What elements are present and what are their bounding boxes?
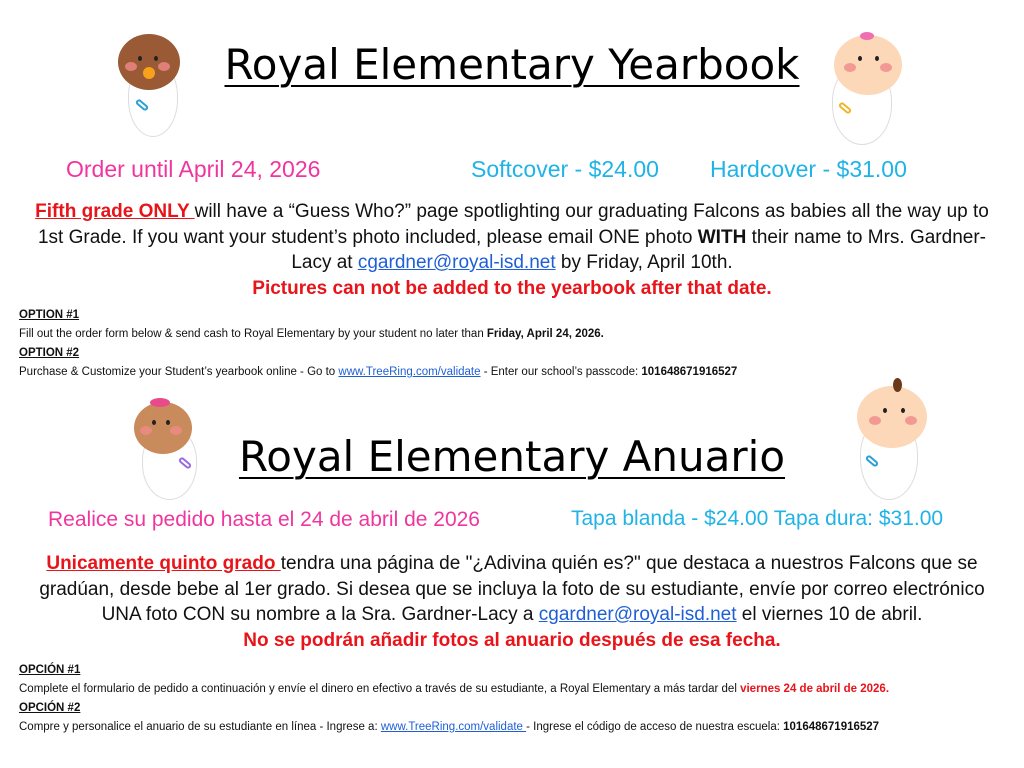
paragraph-text: by Friday, April 10th. [555,252,733,273]
spanish-prices: Tapa blanda - $24.00 Tapa dura: $31.00 [571,507,944,530]
opcion1-text-line [19,680,1019,699]
spanish-order-deadline: Realice su pedido hasta el 24 de abril de 2026 [48,508,480,531]
option1-text: Fill out the order form below & send cash to Royal Elementary by your student no later than [19,328,487,340]
option2-text: Purchase & Customize your Student’s yearbook online - Go to [19,366,339,378]
passcode-es: 101648671916527 [783,721,880,733]
option1-date: Friday, April 24, 2026. [486,328,604,340]
english-title [0,40,1024,89]
softcover-price: Softcover - $24.00 [471,156,659,182]
spanish-options [19,661,1019,737]
option2-heading: OPTION #2 [19,347,80,359]
paragraph-text: will have a “Guess Who?” page spotlighting our graduating Falcons as babies all the way up to 1st Grade. If you want your student’s photo included, please email ONE photo [37,201,989,248]
fifth-grade-only-es: Unicamente quinto grado [46,553,281,574]
paragraph-text: tendra una página de "¿Adivina quién es?" que destaca a nuestros Falcons que se gradúan, desde bebe al 1er grado. Si desea que se incluya la foto de su estudiante, envíe por correo electrónico UNA foto CON su nombre a la Sra. Gardner-Lacy a [39,553,985,625]
option1-text-line [19,325,1019,344]
treering-link-es[interactable]: www.TreeRing.com/validate [380,721,527,733]
paragraph-text: el viernes 10 de abril. [736,604,923,625]
fifth-grade-only: Fifth grade ONLY [35,201,195,222]
spanish-title [0,432,1024,481]
opcion2-text-line [19,718,1019,737]
opcion1-heading: OPCIÓN #1 [19,664,81,676]
english-guess-who-paragraph [20,199,1004,301]
spanish-warning: No se podrán añadir fotos al anuario después de esa fecha. [243,629,781,651]
spanish-guess-who-paragraph [20,551,1004,653]
email-link-es[interactable]: cgardner@royal-isd.net [538,604,737,625]
opcion2-text: - Ingrese el código de acceso de nuestra escuela: [526,721,784,733]
english-warning: Pictures can not be added to the yearbook after that date. [252,277,772,299]
opcion1-text: Complete el formulario de pedido a continuación y envíe el dinero en efectivo a través de su estudiante, a Royal Elementary a más tardar del [19,683,741,695]
option2-text-line [19,363,1019,382]
paragraph-text: their name to Mrs. Gardner-Lacy at [291,226,986,273]
email-link[interactable]: cgardner@royal-isd.net [357,252,556,273]
with-emphasis: WITH [697,226,747,248]
hardcover-price: Hardcover - $31.00 [710,156,907,182]
opcion2-text: Compre y personalice el anuario de su estudiante en línea - Ingrese a: [19,721,381,733]
english-options [19,306,1019,382]
english-order-deadline: Order until April 24, 2026 [66,156,321,182]
treering-link[interactable]: www.TreeRing.com/validate [338,366,481,378]
option1-heading: OPTION #1 [19,309,80,321]
opcion1-date: viernes 24 de abril de 2026. [740,683,890,695]
passcode: 101648671916527 [641,366,738,378]
option2-text: - Enter our school’s passcode: [480,366,642,378]
english-title-text: Royal Elementary Yearbook [224,40,800,89]
spanish-title-text: Royal Elementary Anuario [238,432,786,481]
opcion2-heading: OPCIÓN #2 [19,702,81,714]
